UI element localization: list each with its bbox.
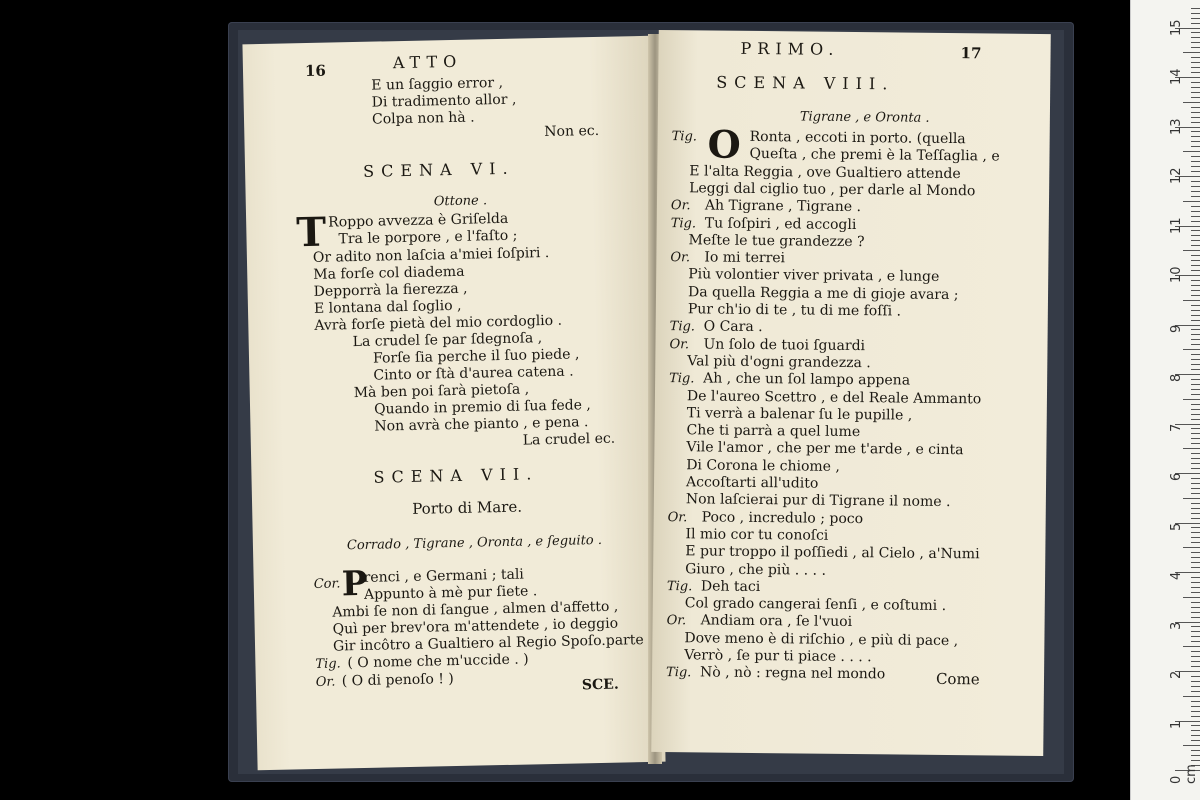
ruler-tick bbox=[1191, 414, 1200, 415]
ruler-tick bbox=[1183, 250, 1200, 251]
scene-characters: Corrado , Tigrane , Oronta , e ſeguito . bbox=[346, 532, 603, 554]
text-line: Ronta , eccoti in porto. (quella bbox=[749, 128, 966, 148]
ruler-tick bbox=[1191, 245, 1200, 246]
text-line: De l'aureo Scettro , e del Reale Ammanto bbox=[686, 387, 982, 407]
speaker-label: Tig. bbox=[665, 665, 692, 681]
ruler-label: 10 bbox=[1169, 266, 1184, 283]
ruler-tick bbox=[1191, 483, 1200, 484]
ruler-tick bbox=[1183, 52, 1200, 53]
ruler-tick bbox=[1191, 567, 1200, 568]
ruler-tick bbox=[1191, 740, 1200, 741]
ruler-tick bbox=[1183, 300, 1200, 301]
ruler-tick bbox=[1191, 513, 1200, 514]
speaker-label: Or. bbox=[666, 613, 687, 629]
text-line: Giuro , che più . . . . bbox=[685, 560, 827, 579]
ruler-tick bbox=[1191, 379, 1200, 380]
ruler-tick bbox=[1183, 102, 1200, 103]
text-line: Il mio cor tu conoſci bbox=[685, 526, 829, 544]
text-line: Col grado cangerai ſenſi , e coſtumi . bbox=[684, 595, 947, 615]
text-line: E un ſaggio error , bbox=[371, 74, 504, 94]
text-line: Ah , che un ſol lampo appena bbox=[703, 370, 911, 389]
ruler-tick bbox=[1191, 458, 1200, 459]
ruler-label: 0 cm bbox=[1169, 764, 1199, 784]
ruler-tick bbox=[1191, 478, 1200, 479]
text-line: Roppo avvezza è Griſelda bbox=[328, 210, 509, 231]
scene-title: SCENA VI. bbox=[362, 158, 515, 181]
ruler-tick bbox=[1191, 577, 1200, 578]
ruler-label: 11 bbox=[1169, 216, 1184, 234]
text-line: Ti verrà a balenar ſu le pupille , bbox=[686, 405, 913, 424]
ruler-tick bbox=[1191, 631, 1200, 632]
ruler-tick bbox=[1191, 527, 1200, 528]
ruler-tick bbox=[1191, 57, 1200, 58]
ruler-tick bbox=[1191, 206, 1200, 207]
ruler-tick bbox=[1191, 661, 1200, 662]
ruler-tick bbox=[1191, 221, 1200, 222]
text-line: Che ti parrà a quel lume bbox=[686, 422, 861, 441]
scene-title: SCENA VII. bbox=[373, 464, 539, 487]
speaker-heading: Ottone . bbox=[433, 193, 488, 210]
ruler-tick bbox=[1191, 552, 1200, 553]
ruler-tick bbox=[1191, 359, 1200, 360]
text-line: Andiam ora , ſe l'vuoi bbox=[700, 612, 853, 631]
ruler-tick bbox=[1183, 597, 1200, 598]
text-line: Di Corona le chiome , bbox=[686, 456, 840, 475]
ruler-tick bbox=[1191, 518, 1200, 519]
text-line: Accoſtarti all'udito bbox=[685, 474, 819, 492]
ruler-tick bbox=[1191, 107, 1200, 108]
ruler-tick bbox=[1191, 453, 1200, 454]
text-line: Non laſcierai pur di Tigrane il nome . bbox=[685, 491, 951, 511]
ruler-tick bbox=[1191, 315, 1200, 316]
right-page bbox=[651, 30, 1051, 756]
text-line: Ah Tigrane , Tigrane . bbox=[704, 197, 862, 216]
catchword: SCE. bbox=[581, 676, 619, 694]
ruler-tick bbox=[1191, 706, 1200, 707]
ruler-tick bbox=[1191, 196, 1200, 197]
ruler-tick bbox=[1191, 141, 1200, 142]
ruler-tick bbox=[1191, 235, 1200, 236]
text-line: Tu ſoſpiri , ed accogli bbox=[704, 214, 857, 233]
ruler-tick bbox=[1191, 62, 1200, 63]
ruler-tick bbox=[1191, 651, 1200, 652]
ruler-tick bbox=[1191, 117, 1200, 118]
ruler-tick bbox=[1191, 329, 1200, 330]
ruler-tick bbox=[1191, 295, 1200, 296]
ruler-tick bbox=[1191, 681, 1200, 682]
ruler-tick bbox=[1191, 146, 1200, 147]
left-page bbox=[242, 36, 665, 770]
ruler-tick bbox=[1191, 468, 1200, 469]
ruler-tick bbox=[1191, 344, 1200, 345]
ruler-tick bbox=[1191, 290, 1200, 291]
ruler-tick bbox=[1191, 542, 1200, 543]
running-head: PRIMO. bbox=[740, 38, 840, 59]
speaker-label: Tig. bbox=[671, 129, 698, 145]
ruler-tick bbox=[1191, 161, 1200, 162]
ruler-tick bbox=[1191, 42, 1200, 43]
text-line: ( O di penoſo ! ) bbox=[341, 671, 454, 690]
ruler-tick bbox=[1191, 32, 1200, 33]
ruler-tick bbox=[1183, 696, 1200, 697]
text-line: Verrò , ſe pur ti piace . . . . bbox=[684, 647, 872, 666]
text-line: Leggi dal ciglio tuo , per darle al Mondo bbox=[689, 180, 976, 200]
ruler-tick bbox=[1183, 498, 1200, 499]
ruler-tick bbox=[1191, 136, 1200, 137]
text-line: Appunto à mè pur ſiete . bbox=[363, 583, 538, 603]
ruler-tick bbox=[1191, 156, 1200, 157]
ruler-tick bbox=[1191, 265, 1200, 266]
ruler-tick bbox=[1191, 532, 1200, 533]
text-line: Un ſolo de tuoi ſguardi bbox=[703, 336, 866, 354]
text-line: Or adito non laſcia a'miei ſoſpiri . bbox=[312, 244, 550, 266]
ruler-tick bbox=[1191, 67, 1200, 68]
ruler-tick bbox=[1191, 186, 1200, 187]
ruler-tick bbox=[1191, 270, 1200, 271]
speaker-label: Or. bbox=[669, 336, 690, 352]
ruler-tick bbox=[1191, 166, 1200, 167]
ruler-tick bbox=[1191, 112, 1200, 113]
text-line: Nò , nò : regna nel mondo bbox=[699, 664, 886, 683]
catchword: Come bbox=[935, 669, 980, 689]
text-line: Val più d'ogni grandezza . bbox=[687, 353, 871, 372]
ruler-tick bbox=[1191, 320, 1200, 321]
ruler-tick bbox=[1191, 503, 1200, 504]
ruler-tick bbox=[1191, 171, 1200, 172]
ruler-tick bbox=[1191, 537, 1200, 538]
text-line: E pur troppo il poſſiedi , al Cielo , a'Numi bbox=[685, 543, 980, 563]
ruler-tick bbox=[1191, 260, 1200, 261]
scene-setting: Porto di Mare. bbox=[412, 497, 523, 518]
drop-cap: P bbox=[341, 563, 368, 605]
ruler-tick bbox=[1191, 716, 1200, 717]
ruler-tick bbox=[1191, 97, 1200, 98]
ruler-label: 7 bbox=[1169, 423, 1184, 432]
speaker-label: Or. bbox=[670, 250, 691, 266]
text-line: Colpa non hà . bbox=[371, 109, 475, 128]
speaker-label: Tig. bbox=[670, 215, 697, 231]
text-line: E l'alta Reggia , ove Gualtiero attende bbox=[689, 162, 961, 182]
ruler-tick bbox=[1191, 191, 1200, 192]
text-line: Io mi terrei bbox=[704, 249, 786, 267]
ruler-tick bbox=[1191, 18, 1200, 19]
ruler-tick bbox=[1191, 488, 1200, 489]
ruler-tick bbox=[1191, 419, 1200, 420]
ruler-tick bbox=[1191, 428, 1200, 429]
page-number: 16 bbox=[304, 61, 327, 81]
ruler-tick bbox=[1191, 310, 1200, 311]
ruler-tick bbox=[1191, 562, 1200, 563]
ruler-tick bbox=[1191, 384, 1200, 385]
text-line: Meſte le tue grandezze ? bbox=[688, 232, 865, 250]
drop-cap: T bbox=[295, 208, 327, 257]
ruler-tick bbox=[1191, 240, 1200, 241]
ruler-label: 14 bbox=[1169, 68, 1184, 85]
text-line: Non avrà che pianto , e pena . bbox=[374, 414, 589, 435]
page-number: 17 bbox=[960, 44, 982, 63]
ruler-tick bbox=[1191, 686, 1200, 687]
ruler-label: 2 bbox=[1169, 670, 1184, 679]
ruler-tick bbox=[1191, 23, 1200, 24]
scene-title: SCENA VIII. bbox=[716, 72, 895, 94]
ruler-tick bbox=[1191, 364, 1200, 365]
speaker-label: Or. bbox=[315, 674, 336, 690]
ruler-tick bbox=[1183, 201, 1200, 202]
ruler-tick bbox=[1191, 339, 1200, 340]
text-line: Quì per brev'ora m'attendete , io deggio bbox=[332, 615, 619, 638]
ruler-tick bbox=[1191, 617, 1200, 618]
ruler-label: 1 bbox=[1169, 720, 1184, 729]
ruler-tick bbox=[1191, 443, 1200, 444]
ruler-tick bbox=[1191, 587, 1200, 588]
text-line: Vile l'amor , che per me t'arde , e cinta bbox=[686, 439, 964, 459]
text-line: Queſta , che premi è la Teſſaglia , e bbox=[749, 146, 1000, 165]
ruler-tick bbox=[1191, 641, 1200, 642]
ruler-label: 8 bbox=[1169, 373, 1184, 382]
speaker-label: Or. bbox=[670, 198, 691, 214]
speaker-label: Or. bbox=[667, 509, 688, 525]
ruler-tick bbox=[1191, 582, 1200, 583]
ruler-tick bbox=[1191, 181, 1200, 182]
ruler-tick bbox=[1191, 122, 1200, 123]
ruler-tick bbox=[1191, 369, 1200, 370]
ruler-tick bbox=[1183, 349, 1200, 350]
ruler-tick bbox=[1191, 602, 1200, 603]
text-line: Più volontier viver privata , e lunge bbox=[688, 266, 940, 286]
ruler-tick bbox=[1191, 13, 1200, 14]
text-line: Avrà forſe pietà del mio cordoglio . bbox=[314, 312, 563, 334]
ruler-tick bbox=[1191, 666, 1200, 667]
text-line: Dove meno è di riſchio , e più di pace , bbox=[684, 629, 959, 649]
ruler-tick bbox=[1191, 334, 1200, 335]
ruler-tick bbox=[1191, 711, 1200, 712]
ruler-tick bbox=[1183, 547, 1200, 548]
ruler-tick bbox=[1191, 8, 1200, 9]
text-line: Quando in premio di ſua fede , bbox=[373, 397, 591, 418]
text-line: Forſe ſia perche il ſuo piede , bbox=[372, 346, 580, 367]
ruler-tick bbox=[1191, 211, 1200, 212]
ruler-label: 3 bbox=[1169, 621, 1184, 630]
text-line: La crudel ſe par ſdegnoſa , bbox=[352, 330, 543, 351]
ruler-tick bbox=[1183, 646, 1200, 647]
ruler-tick bbox=[1191, 463, 1200, 464]
ruler-tick bbox=[1191, 607, 1200, 608]
ruler-tick bbox=[1191, 37, 1200, 38]
ruler-tick bbox=[1191, 656, 1200, 657]
ruler-tick bbox=[1191, 305, 1200, 306]
text-line: O Cara . bbox=[703, 318, 763, 336]
ruler-tick bbox=[1191, 557, 1200, 558]
text-line: La crudel ec. bbox=[522, 430, 616, 449]
text-line: Ma forſe col diadema bbox=[313, 263, 465, 283]
speaker-label: Tig. bbox=[669, 371, 695, 387]
text-line: Non ec. bbox=[544, 122, 600, 141]
measurement-ruler bbox=[1130, 0, 1200, 800]
ruler-tick bbox=[1191, 280, 1200, 281]
ruler-tick bbox=[1191, 394, 1200, 395]
ruler-tick bbox=[1191, 636, 1200, 637]
ruler-tick bbox=[1191, 612, 1200, 613]
text-line: Deh taci bbox=[700, 578, 761, 595]
speaker-label: Cor. bbox=[313, 576, 341, 592]
ruler-tick bbox=[1191, 725, 1200, 726]
ruler-label: 13 bbox=[1169, 117, 1184, 135]
ruler-tick bbox=[1191, 404, 1200, 405]
ruler-label: 5 bbox=[1169, 522, 1184, 531]
text-line: Depporrà la fierezza , bbox=[313, 280, 468, 300]
text-line: Mà ben poi ſarà pietoſa , bbox=[353, 381, 530, 402]
text-line: Da quella Reggia a me di gioje avara ; bbox=[687, 283, 959, 303]
ruler-tick bbox=[1191, 230, 1200, 231]
ruler-label: 12 bbox=[1169, 167, 1184, 184]
text-line: E lontana dal ſoglio , bbox=[313, 297, 462, 317]
text-line: Ambi ſe non di ſangue , almen d'affetto , bbox=[332, 598, 619, 621]
running-head: ATTO bbox=[392, 51, 463, 73]
text-line: renci , e Germani ; tali bbox=[363, 566, 525, 586]
ruler-tick bbox=[1191, 433, 1200, 434]
ruler-tick bbox=[1191, 72, 1200, 73]
ruler-label: 6 bbox=[1169, 472, 1184, 481]
ruler-tick bbox=[1191, 701, 1200, 702]
ruler-tick bbox=[1191, 730, 1200, 731]
ruler-tick bbox=[1191, 255, 1200, 256]
text-line: Poco , incredulo ; poco bbox=[701, 509, 864, 527]
ruler-tick bbox=[1191, 216, 1200, 217]
ruler-tick bbox=[1183, 745, 1200, 746]
speaker-label: Tig. bbox=[666, 578, 693, 595]
ruler-tick bbox=[1191, 131, 1200, 132]
ruler-label: 15 bbox=[1169, 18, 1184, 36]
ruler-tick bbox=[1183, 151, 1200, 152]
ruler-tick bbox=[1191, 82, 1200, 83]
ruler-tick bbox=[1191, 285, 1200, 286]
ruler-tick bbox=[1191, 389, 1200, 390]
ruler-tick bbox=[1191, 87, 1200, 88]
ruler-label: 9 bbox=[1169, 324, 1184, 333]
text-line: Tra le porpore , e l'faſto ; bbox=[338, 227, 518, 248]
ruler-tick bbox=[1191, 626, 1200, 627]
ruler-label: 4 bbox=[1169, 571, 1184, 580]
text-line: Gir incôtro a Gualtiero al Regio Spoſo.parte bbox=[332, 632, 644, 655]
ruler-tick bbox=[1191, 735, 1200, 736]
drop-cap: O bbox=[707, 121, 741, 167]
ruler-tick bbox=[1183, 448, 1200, 449]
ruler-tick bbox=[1191, 409, 1200, 410]
speaker-label: Tig. bbox=[315, 656, 341, 672]
ruler-tick bbox=[1191, 438, 1200, 439]
text-line: Di tradimento allor , bbox=[371, 91, 517, 111]
ruler-tick bbox=[1191, 676, 1200, 677]
text-line: Pur ch'io di te , tu di me foſſi . bbox=[687, 301, 902, 320]
text-line: Cinto or ſtà d'aurea catena . bbox=[373, 363, 574, 384]
ruler-tick bbox=[1191, 493, 1200, 494]
ruler-tick bbox=[1191, 354, 1200, 355]
ruler-tick bbox=[1191, 592, 1200, 593]
ruler-tick bbox=[1183, 399, 1200, 400]
ruler-tick bbox=[1191, 47, 1200, 48]
ruler-tick bbox=[1191, 691, 1200, 692]
speaker-label: Tig. bbox=[669, 319, 696, 335]
ruler-tick bbox=[1191, 508, 1200, 509]
ruler-tick bbox=[1191, 92, 1200, 93]
text-line: ( O nome che m'uccide . ) bbox=[347, 651, 529, 672]
scene-characters: Tigrane , e Oronta . bbox=[799, 109, 930, 126]
